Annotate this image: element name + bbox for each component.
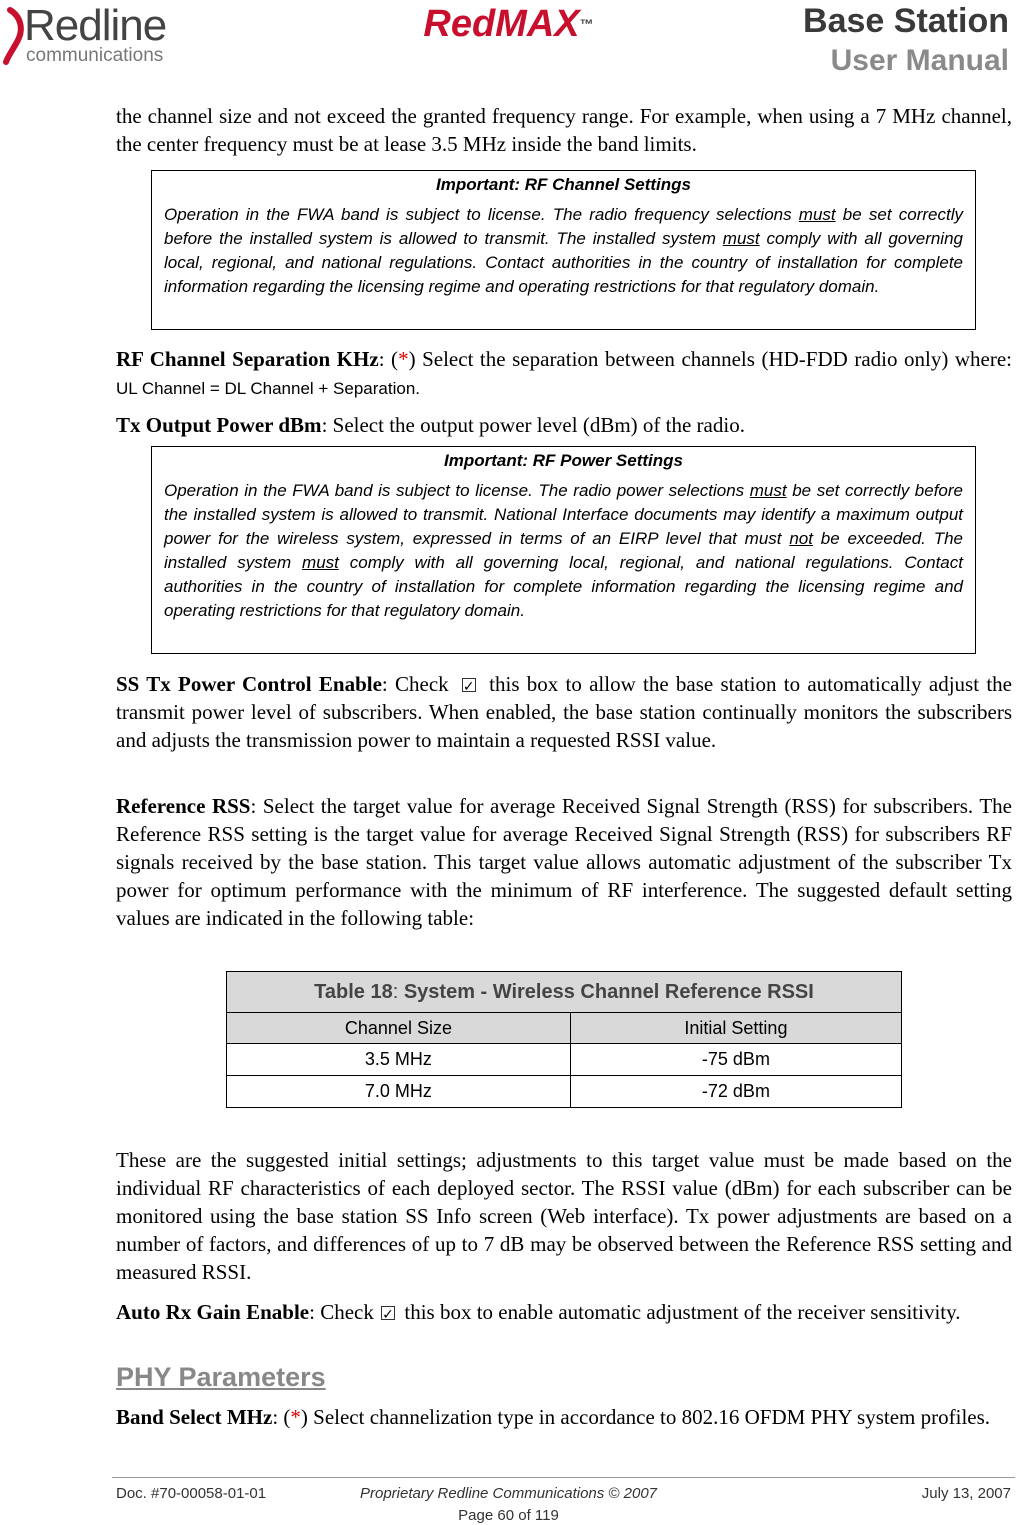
rf-channel-note-title: Important: RF Channel Settings (436, 175, 691, 194)
reference-rssi-table (226, 971, 902, 1108)
band-select-paragraph: Band Select MHz: (*) Select channelization type in accordance to 802.16 OFDM PHY system profiles. (116, 1405, 991, 1429)
brand-max: MAX (495, 3, 580, 45)
brand-tm: ™ (579, 16, 594, 32)
auto-rx-paragraph: Auto Rx Gain Enable: Check ✓ this box to enable automatic adjustment of the receiver sensitivity. (116, 1298, 1012, 1326)
footer-date: July 13, 2007 (921, 1485, 1011, 1502)
table-header-cell: Initial Setting (570, 1013, 901, 1044)
table-cell: 7.0 MHz (227, 1076, 571, 1108)
checkbox-icon (462, 678, 476, 692)
table-row (227, 1044, 902, 1076)
footer-doc-number: Doc. #70-00058-01-01 (116, 1485, 267, 1502)
footer-proprietary: Proprietary Redline Communications © 2007 (359, 1485, 658, 1502)
tx-power-paragraph: Tx Output Power dBm: Select the output power level (dBm) of the radio. (116, 413, 745, 437)
header-subtitle: User Manual (830, 44, 1009, 77)
rf-separation-paragraph: RF Channel Separation KHz: (*) Select the separation between channels (HD-FDD radio only) where: UL Channel = DL Channel + Separation. (116, 347, 1013, 398)
table-cell: 3.5 MHz (227, 1044, 571, 1076)
table-row (227, 1076, 902, 1108)
rf-power-note-title: Important: RF Power Settings (444, 451, 683, 470)
checkbox-icon (381, 1306, 395, 1320)
reference-rss-paragraph: Reference RSS: Select the target value for average Received Signal Strength (RSS) for subscribers. The Reference RSS setting is the target value for average Received Signal Strength (RSS) for subscribers RF signals received by the base station. This target value allows automatic adjustment of the subscriber Tx power for optimum performance with the minimum of RF interference. The suggested default setting values are indicated in the following table: (116, 794, 1012, 930)
footer-divider (112, 1477, 1015, 1478)
table-cell: -72 dBm (570, 1076, 901, 1108)
section-heading: PHY Parameters (116, 1362, 326, 1392)
logo-sub: communications (26, 45, 164, 66)
ss-tx-paragraph: SS Tx Power Control Enable: Check ✓ this box to allow the base station to automatically adjust the transmit power level of subscribers. When enabled, the base station continually monitors the subscribers and adjusts the transmission power to maintain a requested RSSI value. (116, 670, 1012, 754)
brand-red: Red (423, 3, 496, 45)
after-table-paragraph: These are the suggested initial settings; adjustments to this target value must be made based on the individual RF characteristics of each deployed sector. The RSSI value (dBm) for each subscriber can be monitored using the base station SS Info screen (Web interface). Tx power adjustments are based on a number of factors, and differences of up to 7 dB may be observed between the Reference RSS setting and measured RSSI. (116, 1148, 1012, 1284)
logo-name: Redline (24, 1, 167, 50)
rf-channel-note (151, 170, 976, 330)
intro-paragraph: the channel size and not exceed the granted frequency range. For example, when using a 7 MHz channel, the center frequency must be at lease 3.5 MHz inside the band limits. (116, 104, 1012, 156)
footer-page-number: Page 60 of 119 (458, 1507, 559, 1524)
table-caption: Table 18: System - Wireless Channel Reference RSSI (227, 972, 902, 1013)
table-header-cell: Channel Size (227, 1013, 571, 1044)
rf-power-note (151, 446, 976, 654)
rf-power-note-text: Operation in the FWA band is subject to license. The radio power selections must be set correctly before the installed system is allowed to transmit. National Interface documents may identify a maximum output power for the wireless system, expressed in terms of an EIRP level that must not be exceeded. The installed system must comply with all governing local, regional, and national regulations. Contact authorities in the country of installation for complete information regarding the licensing regime and operating restrictions for that regulatory domain. (164, 481, 963, 620)
rf-channel-note-text: Operation in the FWA band is subject to license. The radio frequency selections must be set correctly before the installed system is allowed to transmit. The installed system must comply with all governing local, regional, and national regulations. Contact authorities in the country of installation for complete information regarding the licensing regime and operating restrictions for that regulatory domain. (164, 205, 963, 296)
header-title: Base Station (803, 2, 1009, 40)
table-cell: -75 dBm (570, 1044, 901, 1076)
